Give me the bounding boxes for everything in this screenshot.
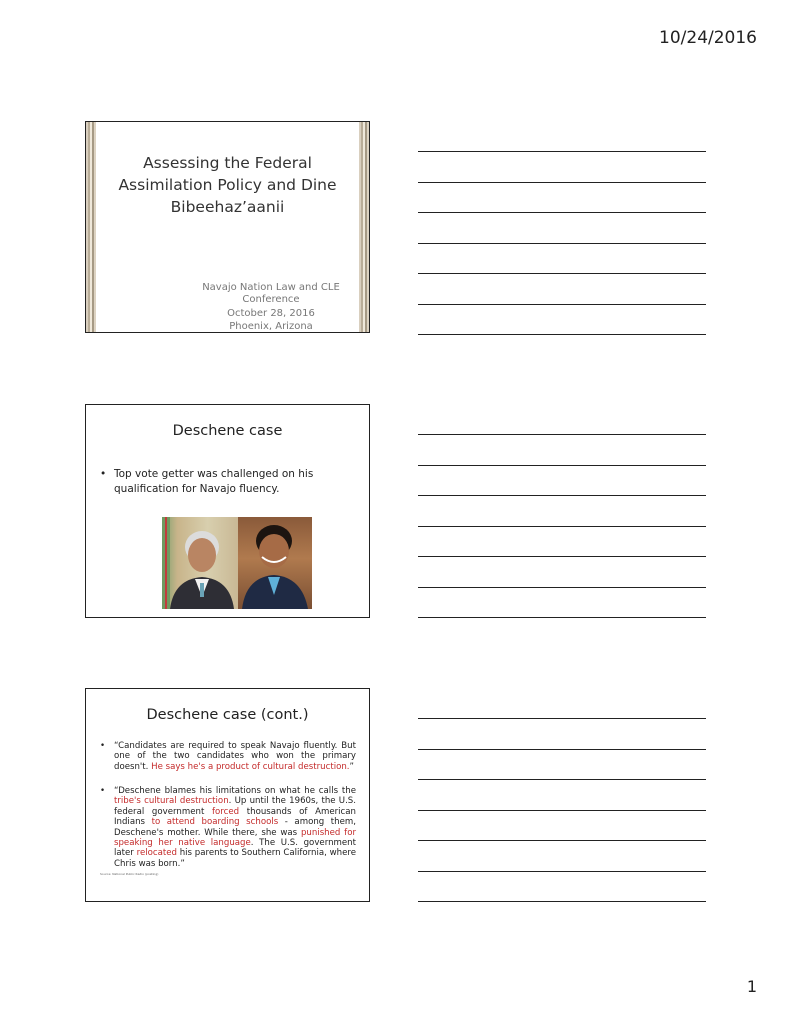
slide-2-bullets — [100, 467, 330, 506]
note-line — [418, 901, 706, 902]
note-line — [418, 718, 706, 719]
b2-text-4: - among them, Deschene's mother. While there, she was — [114, 817, 356, 838]
note-line — [418, 810, 706, 811]
b1-highlight-1: He says he's a product of cultural destruction. — [151, 761, 350, 772]
slide-1-title: Assessing the Federal Assimilation Policy and Dine Bibeehaz’aanii — [118, 154, 337, 216]
b2-text-3: thousands of American Indians — [114, 806, 356, 828]
note-line — [418, 840, 706, 841]
candidate-photos — [162, 517, 312, 609]
slide-1-date: October 28, 2016 — [227, 308, 315, 319]
b2-highlight-3: to attend boarding schools — [151, 817, 279, 828]
b2-highlight-1: tribe's cultural destruction — [114, 796, 229, 807]
note-line — [418, 556, 706, 557]
decorative-stripe-right — [359, 122, 369, 332]
slide-2-bullet: • Top vote getter was challenged on his qualification for Navajo fluency. — [100, 467, 330, 497]
b2-highlight-4: punished for speaking her native language — [114, 827, 357, 849]
candidate-photo-left — [162, 517, 238, 609]
b2-text-6: his parents to Southern California, where Chris was born.” — [114, 848, 357, 869]
note-line — [418, 495, 706, 496]
b2-highlight-5: relocated — [136, 848, 177, 859]
b2-text-2: . Up until the 1960s, the U.S. federal government — [114, 796, 356, 817]
b2-text-5: . The U.S. government later — [114, 838, 356, 859]
b2-highlight-2: forced — [212, 806, 240, 817]
note-line — [418, 587, 706, 588]
slide-3-source: Source: National Public Radio (posting) — [100, 872, 159, 876]
slide-3-bullet-2 — [100, 786, 356, 878]
note-line — [418, 304, 706, 305]
note-line — [418, 434, 706, 435]
note-line — [418, 779, 706, 780]
slide-1-event: Navajo Nation Law and CLE Conference — [202, 282, 340, 305]
decorative-stripe-left — [86, 122, 96, 332]
note-line — [418, 243, 706, 244]
slide-3-title: Deschene case (cont.) — [146, 707, 309, 723]
candidate-photo-right — [238, 517, 312, 609]
note-line — [418, 749, 706, 750]
note-line — [418, 212, 706, 213]
b1-text-1: “Candidates are required to speak Navajo fluently. But one of the two candidates who won the primary doesn't. — [114, 741, 356, 772]
note-line — [418, 465, 706, 466]
slide-2-deschene-case — [85, 404, 370, 618]
page-date: 10/24/2016 — [659, 28, 757, 48]
page-number: 1 — [746, 977, 757, 996]
slide-3-bullet-1-text — [100, 741, 356, 772]
note-line — [418, 617, 706, 618]
slide-1-title-slide — [85, 121, 370, 333]
slide-1-location: Phoenix, Arizona — [229, 321, 313, 332]
b2-text-1: “Deschene blames his limitations on what he calls the — [114, 786, 356, 796]
note-line — [418, 526, 706, 527]
note-line — [418, 182, 706, 183]
note-line — [418, 273, 706, 274]
b1-text-2: ” — [349, 761, 354, 772]
slide-2-title: Deschene case — [172, 423, 283, 439]
slide-3-bullet-2-text — [100, 786, 356, 869]
note-line — [418, 334, 706, 335]
slide-3-deschene-case-cont — [85, 688, 370, 902]
note-line — [418, 151, 706, 152]
note-line — [418, 871, 706, 872]
slide-3-bullet-1 — [100, 741, 356, 781]
